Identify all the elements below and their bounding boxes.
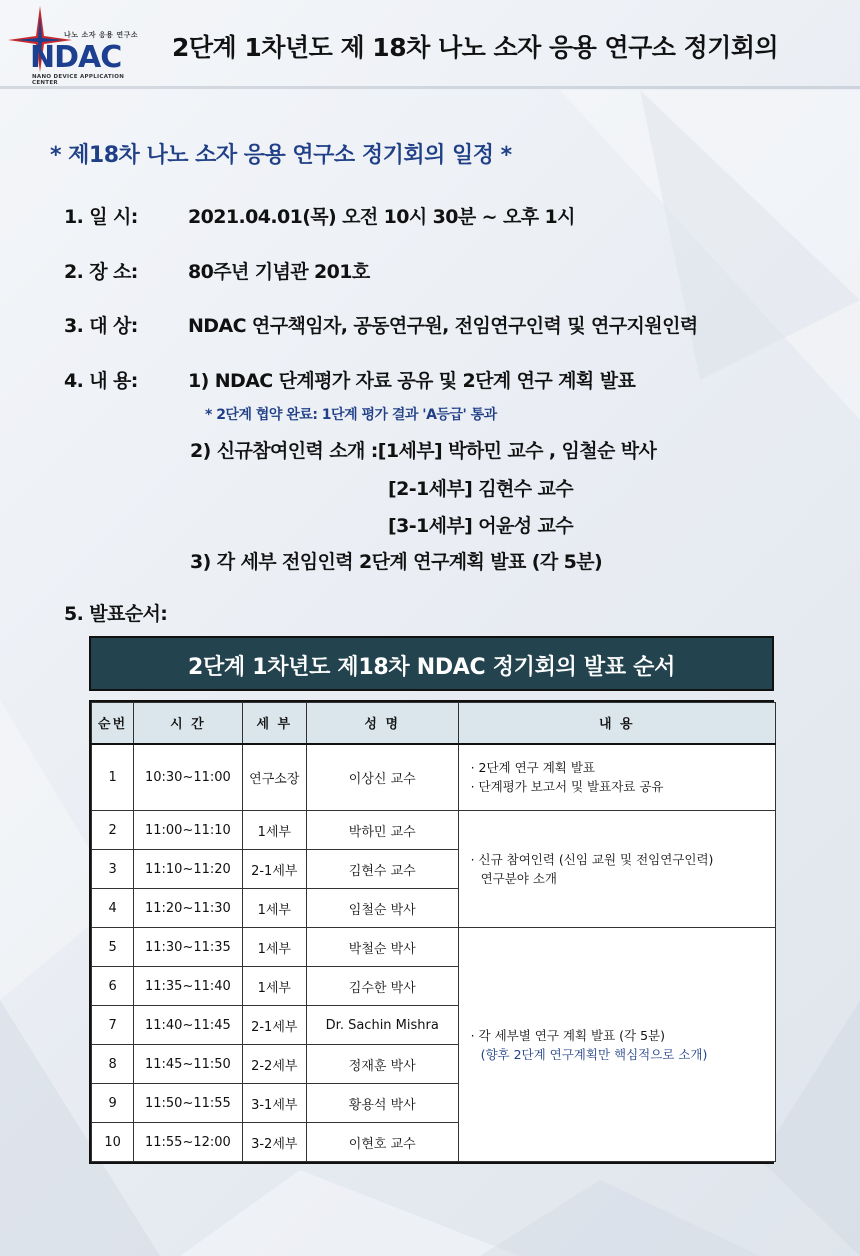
table-row bbox=[92, 744, 776, 811]
cell-time: 11:50~11:55 bbox=[134, 1084, 242, 1123]
item-target-value: NDAC 연구책임자, 공동연구원, 전임연구인력 및 연구지원인력 bbox=[188, 315, 698, 337]
cell-time: 11:55~12:00 bbox=[134, 1123, 242, 1162]
cell-dept: 1세부 bbox=[242, 811, 306, 850]
col-no: 순번 bbox=[92, 703, 134, 744]
cell-no: 3 bbox=[92, 850, 134, 889]
content-text: · 단계평가 보고서 및 발표자료 공유 bbox=[470, 779, 664, 795]
cell-content-group-3 bbox=[458, 928, 775, 1162]
cell-name: 임철순 박사 bbox=[306, 889, 458, 928]
cell-time: 11:35~11:40 bbox=[134, 967, 242, 1006]
content-text: · 2단계 연구 계획 발표 bbox=[470, 760, 595, 776]
cell-no: 9 bbox=[92, 1084, 134, 1123]
cell-time: 11:20~11:30 bbox=[134, 889, 242, 928]
cell-name: 이상신 교수 bbox=[306, 744, 458, 811]
item-date-value: 2021.04.01(목) 오전 10시 30분 ~ 오후 1시 bbox=[188, 206, 575, 228]
cell-no: 7 bbox=[92, 1006, 134, 1045]
logo-korean-text: 나노 소자 응용 연구소 bbox=[64, 31, 139, 39]
cell-time: 11:30~11:35 bbox=[134, 928, 242, 967]
item-place-value: 80주년 기념관 201호 bbox=[188, 261, 370, 283]
cell-name: 박하민 교수 bbox=[306, 811, 458, 850]
cell-name: Dr. Sachin Mishra bbox=[306, 1006, 458, 1045]
item-place-label: 2. 장 소: bbox=[64, 261, 138, 283]
cell-no: 1 bbox=[92, 744, 134, 811]
cell-no: 10 bbox=[92, 1123, 134, 1162]
header bbox=[0, 0, 860, 88]
cell-name: 정재훈 박사 bbox=[306, 1045, 458, 1084]
content-text: · 신규 참여인력 (신임 교원 및 전임연구인력) bbox=[470, 852, 714, 867]
cell-name: 이현호 교수 bbox=[306, 1123, 458, 1162]
content-line3: 3) 각 세부 전임인력 2단계 연구계획 발표 (각 5분) bbox=[190, 551, 603, 573]
cell-no: 4 bbox=[92, 889, 134, 928]
item-content-line1: 1) NDAC 단계평가 자료 공유 및 2단계 연구 계획 발표 bbox=[188, 370, 636, 392]
cell-time: 11:45~11:50 bbox=[134, 1045, 242, 1084]
cell-dept: 2-2세부 bbox=[242, 1045, 306, 1084]
logo-wordmark: NDAC bbox=[30, 40, 122, 75]
ndac-logo bbox=[4, 4, 144, 86]
cell-dept: 3-1세부 bbox=[242, 1084, 306, 1123]
cell-dept: 1세부 bbox=[242, 928, 306, 967]
section-title: * 제18차 나노 소자 응용 연구소 정기회의 일정 * bbox=[50, 143, 512, 168]
cell-name: 박철순 박사 bbox=[306, 928, 458, 967]
cell-content-group-2 bbox=[458, 811, 775, 928]
content-line2: 2) 신규참여인력 소개 :[1세부] 박하민 교수 , 임철순 박사 bbox=[190, 440, 657, 462]
cell-no: 2 bbox=[92, 811, 134, 850]
table-row bbox=[92, 928, 776, 967]
cell-dept: 2-1세부 bbox=[242, 850, 306, 889]
cell-name: 김수한 박사 bbox=[306, 967, 458, 1006]
content-note: * 2단계 협약 완료: 1단계 평가 결과 'A등급' 통과 bbox=[205, 407, 497, 423]
item-content-label: 4. 내 용: bbox=[64, 370, 138, 392]
cell-no: 5 bbox=[92, 928, 134, 967]
cell-time: 10:30~11:00 bbox=[134, 744, 242, 811]
cell-name: 김현수 교수 bbox=[306, 850, 458, 889]
cell-no: 8 bbox=[92, 1045, 134, 1084]
cell-time: 11:10~11:20 bbox=[134, 850, 242, 889]
table-header-row bbox=[92, 703, 776, 744]
item-date-label: 1. 일 시: bbox=[64, 206, 138, 228]
col-content: 내 용 bbox=[458, 703, 775, 744]
cell-content-group-1 bbox=[458, 744, 775, 811]
content-text: 연구분야 소개 bbox=[480, 871, 558, 886]
cell-dept: 2-1세부 bbox=[242, 1006, 306, 1045]
table-title-bar bbox=[89, 636, 774, 691]
cell-time: 11:00~11:10 bbox=[134, 811, 242, 850]
cell-no: 6 bbox=[92, 967, 134, 1006]
schedule-table bbox=[89, 700, 774, 1164]
cell-dept: 연구소장 bbox=[242, 744, 306, 811]
cell-dept: 1세부 bbox=[242, 889, 306, 928]
cell-dept: 3-2세부 bbox=[242, 1123, 306, 1162]
cell-name: 황용석 박사 bbox=[306, 1084, 458, 1123]
cell-time: 11:40~11:45 bbox=[134, 1006, 242, 1045]
col-name: 성 명 bbox=[306, 703, 458, 744]
content-text: (향후 2단계 연구계획만 핵심적으로 소개) bbox=[480, 1046, 708, 1062]
table-title: 2단계 1차년도 제18차 NDAC 정기회의 발표 순서 bbox=[187, 655, 676, 680]
header-divider bbox=[0, 86, 860, 89]
col-time: 시 간 bbox=[134, 703, 242, 744]
item-target-label: 3. 대 상: bbox=[64, 315, 138, 337]
table-row bbox=[92, 811, 776, 850]
cell-dept: 1세부 bbox=[242, 967, 306, 1006]
logo-subtitle: NANO DEVICE APPLICATION CENTER bbox=[32, 74, 125, 86]
col-dept: 세 부 bbox=[242, 703, 306, 744]
page-title: 2단계 1차년도 제 18차 나노 소자 응용 연구소 정기회의 bbox=[172, 33, 779, 62]
item-order-label: 5. 발표순서: bbox=[64, 603, 168, 625]
content-line2c: [3-1세부] 어윤성 교수 bbox=[388, 515, 574, 537]
content-line2b: [2-1세부] 김현수 교수 bbox=[388, 478, 574, 500]
content-text: · 각 세부별 연구 계획 발표 (각 5분) bbox=[470, 1027, 665, 1043]
